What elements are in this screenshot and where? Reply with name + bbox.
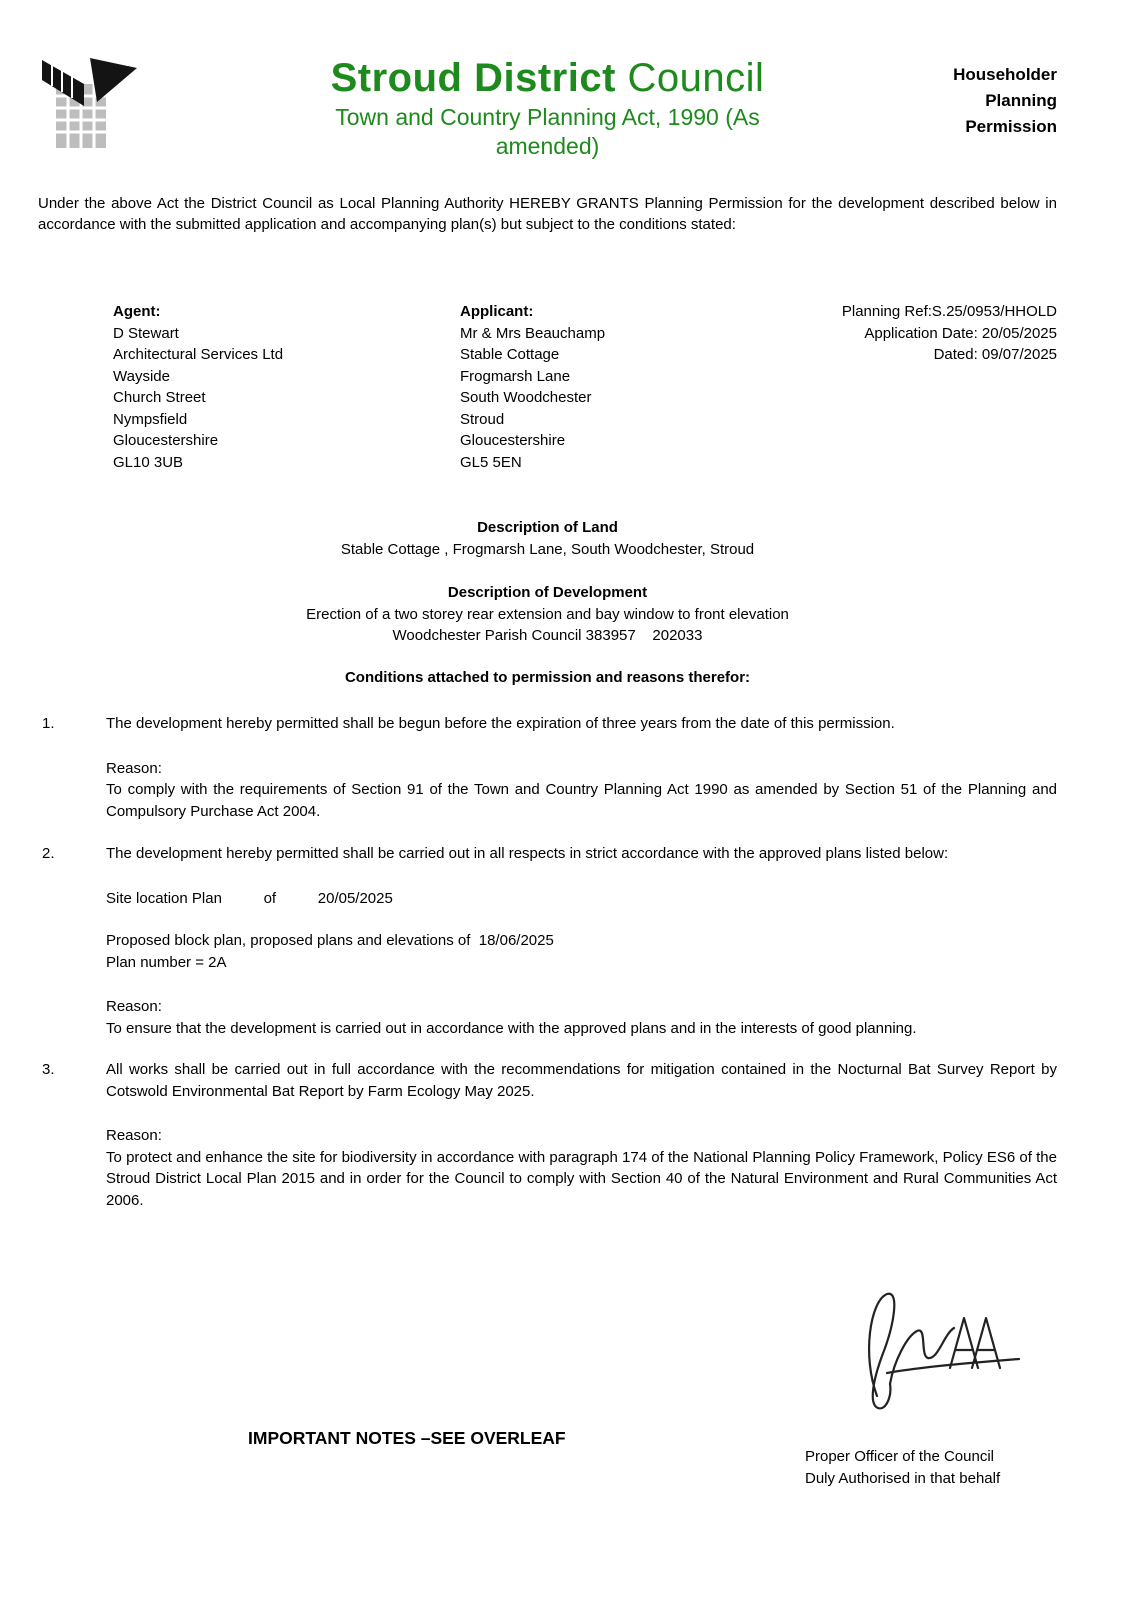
applicant-line: Stroud [460,410,505,428]
agent-line: Church Street [113,389,206,406]
condition-text: The development hereby permitted shall be begun before the expiration of three years from the date of this permission. [106,715,895,732]
officer-title-line: Duly Authorised in that behalf [805,1470,1001,1487]
page-title [38,55,1057,101]
condition-item [42,713,1057,822]
parties-section [38,301,1057,473]
reason-label: Reason: [106,759,162,777]
condition-text: All works shall be carried out in full accordance with the recommendations for mitigation contained in the Nocturnal Bat Survey Report by Cotswold Environmental Bat Report by Farm Ecology May 2025. [106,1061,1057,1100]
approved-plan-line: Proposed block plan, proposed plans and elevations of 18/06/2025 [106,932,554,949]
permission-type-line: Planning [985,91,1057,110]
reason-label: Reason: [106,998,162,1015]
agent-line: D Stewart [113,324,179,342]
approved-plan-line: Plan number = 2A [106,953,227,971]
description-of-development-section [38,582,1057,647]
condition-number: 3. [42,1061,55,1078]
document-header [38,0,1057,161]
agent-line: GL10 3UB [113,453,184,471]
council-name-rest: Council [615,56,765,100]
condition-number: 1. [42,715,55,732]
dated: Dated: 09/07/2025 [933,346,1057,363]
act-subtitle: Town and Country Planning Act, 1990 (As amended) [335,104,760,159]
agent-block [113,301,460,473]
agent-line: Architectural Services Ltd [113,346,284,363]
planning-ref: Planning Ref:S.25/0953/HHOLD [841,303,1057,320]
reason-text: To ensure that the development is carried out in accordance with the approved plans and in the interests of good planning. [106,1019,917,1037]
grant-statement: Under the above Act the District Council as Local Planning Authority HEREBY GRANTS Planning Permission for the development described below in accordance with the submitted application and accompanying plan(s) but subject to the conditions stated: [38,195,1057,233]
applicant-line: Frogmarsh Lane [460,367,571,385]
conditions-list [38,713,1057,1211]
description-of-development-heading: Description of Development [447,584,648,601]
condition-number: 2. [42,845,55,862]
reference-block [790,301,1057,473]
applicant-line: Gloucestershire [460,432,566,449]
approved-plan-line: Site location Plan of 20/05/2025 [106,889,393,907]
development-line: Erection of a two storey rear extension and bay window to front elevation [306,605,789,623]
application-date: Application Date: 20/05/2025 [864,324,1057,342]
conditions-heading: Conditions attached to permission and reasons therefor: [344,668,751,686]
signature-icon [832,1276,1027,1428]
condition-item [42,1059,1057,1211]
important-notes: IMPORTANT NOTES –SEE OVERLEAF [248,1428,566,1448]
permission-type-line: Householder [953,65,1057,84]
development-line: Woodchester Parish Council 383957 202033 [392,627,703,644]
applicant-block [460,301,790,473]
reason-text: To protect and enhance the site for biodiversity in accordance with paragraph 174 of the National Planning Policy Framework, Policy ES6 of the Stroud District Local Plan 2015 and in order for the Council to comply with Section 40 of the Natural Environment and Rural Communities Act 2006. [106,1148,1057,1209]
applicant-line: Mr & Mrs Beauchamp [460,324,606,342]
officer-signoff [805,1446,1000,1490]
applicant-line: Stable Cottage [460,346,560,363]
agent-label: Agent: [113,303,161,320]
applicant-line: South Woodchester [460,389,592,406]
agent-line: Gloucestershire [113,432,219,449]
permission-type-line: Permission [965,117,1057,136]
applicant-label: Applicant: [460,303,534,320]
applicant-line: GL5 5EN [460,453,522,471]
description-of-land-heading: Description of Land [477,519,618,536]
condition-item [42,843,1057,1039]
description-of-land-section [38,517,1057,560]
officer-title-line: Proper Officer of the Council [805,1448,994,1465]
agent-line: Nympsfield [113,410,188,428]
condition-text: The development hereby permitted shall be carried out in all respects in strict accordance with the approved plans listed below: [106,845,949,862]
conditions-heading-section [38,667,1057,689]
reason-label: Reason: [106,1127,162,1144]
reason-text: To comply with the requirements of Section 91 of the Town and Country Planning Act 1990 as amended by Section 51 of the Planning and Compulsory Purchase Act 2004. [106,781,1057,820]
description-of-land-text: Stable Cottage , Frogmarsh Lane, South Woodchester, Stroud [340,540,755,558]
agent-line: Wayside [113,367,170,385]
council-name-bold: Stroud District [330,56,616,100]
